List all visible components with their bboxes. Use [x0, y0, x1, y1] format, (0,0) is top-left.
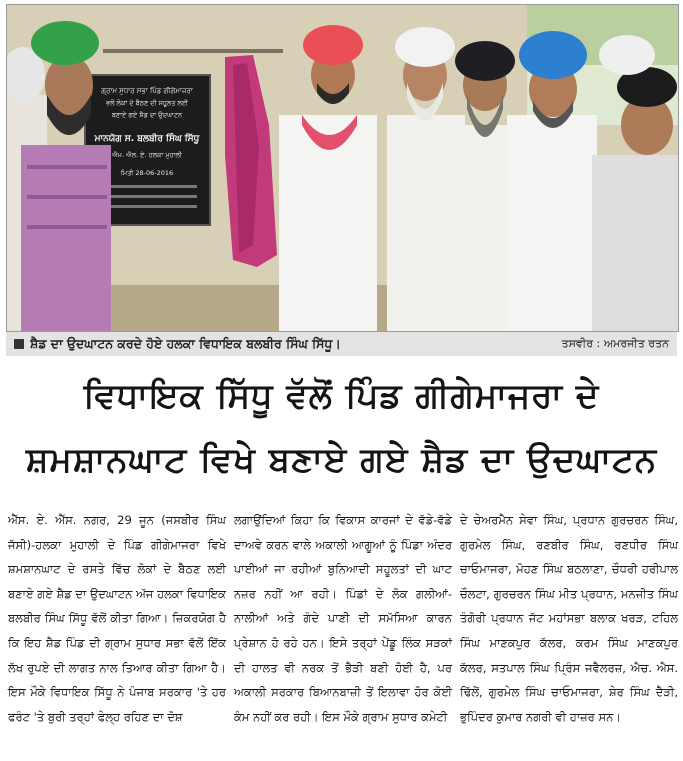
- article-text: ਲਗਾਉਂਦਿਆਂ ਕਿਹਾ ਕਿ ਵਿਕਾਸ ਕਾਰਜਾਂ ਦੇ ਵੱਡੇ-ਵੱਡੇ ਦਾਅਵੇ ਕਰਨ ਵਾਲੇ ਅਕਾਲੀ ਆਗੂਆਂ ਨੂੰ ਪਿੰਡਾ ਅੰਦਰ ਪਾਈਆਂ ਜਾ ਰਹੀਆਂ ਬੁਨਿਆਦੀ ਸਹੂਲਤਾਂ ਦੀ ਘਾਟ ਨਜ਼ਰ ਨਹੀਂ ਆ ਰਹੀ। ਪਿੰਡਾਂ ਦੇ ਲੋਕ ਗਲੀਆਂ-ਨਾਲੀਆਂ ਅਤੇ ਗੰਦੇ ਪਾਣੀ ਦੀ ਸਮੱਸਿਆ ਕਾਰਨ ਪ੍ਰੇਸ਼ਾਨ ਹੋ ਰਹੇ ਹਨ। ਇਸੇ ਤਰ੍ਹਾਂ ਪੇਂਡੂ ਲਿੰਕ ਸੜਕਾਂ ਦੀ ਹਾਲਤ ਵੀ ਨਰਕ ਤੋਂ ਭੈੜੀ ਬਣੀ ਹੋਈ ਹੈ, ਪਰ ਅਕਾਲੀ ਸਰਕਾਰ ਬਿਆਨਬਾਜ਼ੀ ਤੋਂ ਇਲਾਵਾ ਹੋਰ ਕੋਈ ਕੰਮ ਨਹੀਂ ਕਰ ਰਹੀ। ਇਸ ਮੌਕੇ ਗ੍ਰਾਮ ਸੁਧਾਰ ਕਮੇਟੀ: [234, 513, 452, 724]
- photo-caption-bar: [6, 332, 677, 356]
- headline-line-1: ਵਿਧਾਇਕ ਸਿੱਧੂ ਵੱਲੋਂ ਪਿੰਡ ਗੀਗੇਮਾਜਰਾ ਦੇ: [83, 376, 600, 416]
- article-column-2: [234, 508, 452, 729]
- headline-line-2: ਸ਼ਮਸ਼ਾਨਘਾਟ ਵਿਖੇ ਬਣਾਏ ਗਏ ਸ਼ੈਡ ਦਾ ਉਦਘਾਟਨ: [25, 440, 658, 480]
- photo-credit: ਤਸਵੀਰ : ਅਮਰਜੀਤ ਰਤਨ: [561, 337, 669, 350]
- plaque-line: ਬਣਾਏ ਗਏ ਸ਼ੈਡ ਦਾ ਉਦਘਾਟਨ: [111, 111, 183, 119]
- photo-caption: ਸ਼ੈਡ ਦਾ ਉਦਘਾਟਨ ਕਰਦੇ ਹੋਏ ਹਲਕਾ ਵਿਧਾਇਕ ਬਲਬੀਰ ਸਿੰਘ ਸਿੱਧੂ।: [30, 336, 341, 351]
- article-column-3: [460, 508, 678, 729]
- plaque-line: ਵਲੋਂ ਲੋਕਾਂ ਦੇ ਬੈਠਣ ਦੀ ਸਹੂਲਤ ਲਈ: [106, 99, 188, 107]
- article-text: ਦੇ ਚੇਅਰਮੈਨ ਸੇਵਾ ਸਿੰਘ, ਪ੍ਰਧਾਨ ਗੁਰਚਰਨ ਸਿੰਘ, ਗੁਰਮੇਲ ਸਿੰਘ, ਰਣਬੀਰ ਸਿੰਘ, ਰਣਧੀਰ ਸਿੰਘ ਚਾਓਮਾਜਰਾ, ਮੋਹਣ ਸਿੰਘ ਬਠਲਾਣਾ, ਚੌਧਰੀ ਹਰੀਪਾਲ ਚੌਲਟਾ, ਗੁਰਚਰਨ ਸਿੰਘ ਮੀਤ ਪ੍ਰਧਾਨ, ਮਨਜੀਤ ਸਿੰਘ ਤੰਗੋਰੀ ਪ੍ਰਧਾਨ ਜੱਟ ਮਹਾਂਸਭਾ ਬਲਾਕ ਖਰੜ, ਟਹਿਲ ਸਿੰਘ ਮਾਣਕਪੁਰ ਕੱਲਰ, ਕਰਮ ਸਿੰਘ ਮਾਣਕਪੁਰ ਕੱਲਰ, ਸਤਪਾਲ ਸਿੰਘ ਪ੍ਰਿੰਸ ਜਵੈਲਰਜ਼, ਐਚ. ਐਸ. ਢਿੱਲੋਂ, ਗੁਰਮੇਲ ਸਿੰਘ ਚਾਓਮਾਜਰਾ, ਸ਼ੇਰ ਸਿੰਘ ਦੈੜੀ, ਭੁਪਿੰਦਰ ਕੁਮਾਰ ਨਗਰੀ ਵੀ ਹਾਜ਼ਰ ਸਨ।: [460, 513, 678, 724]
- article-text: ਐੱਸ. ਏ. ਐੱਸ. ਨਗਰ, 29 ਜੂਨ (ਜਸਬੀਰ ਸਿੰਘ ਜੱਸੀ)-ਹਲਕਾ ਮੁਹਾਲੀ ਦੇ ਪਿੰਡ ਗੀਗੇਮਾਜਰਾ ਵਿਖੇ ਸ਼ਮਸ਼ਾਨਘਾਟ ਦੇ ਰਸਤੇ ਵਿੱਚ ਲੋਕਾਂ ਦੇ ਬੈਠਣ ਲਈ ਬਣਾਏ ਗਏ ਸ਼ੈਡ ਦਾ ਉਦਘਾਟਨ ਅੱਜ ਹਲਕਾ ਵਿਧਾਇਕ ਬਲਬੀਰ ਸਿੰਘ ਸਿੱਧੂ ਵੱਲੋਂ ਕੀਤਾ ਗਿਆ। ਜ਼ਿਕਰਯੋਗ ਹੈ ਕਿ ਇਹ ਸ਼ੈਡ ਪਿੰਡ ਦੀ ਗ੍ਰਾਮ ਸੁਧਾਰ ਸਭਾ ਵੱਲੋਂ ਇੱਕ ਲੱਖ ਰੁਪਏ ਦੀ ਲਾਗਤ ਨਾਲ ਤਿਆਰ ਕੀਤਾ ਗਿਆ ਹੈ। ਇਸ ਮੌਕੇ ਵਿਧਾਇਕ ਸਿੱਧੂ ਨੇ ਪੰਜਾਬ ਸਰਕਾਰ 'ਤੇ ਹਰ ਫਰੰਟ 'ਤੇ ਬੁਰੀ ਤਰ੍ਹਾਂ ਫੇਲ੍ਹ ਰਹਿਣ ਦਾ ਦੋਸ਼: [8, 513, 226, 724]
- news-photo: [6, 4, 679, 332]
- plaque-line: ਗ੍ਰਾਮ ਸੁਧਾਰ ਸਭਾ ਪਿੰਡ ਗੀਗੇਮਾਜਰਾ: [101, 87, 193, 95]
- article-column-1: [8, 508, 226, 729]
- plaque-line: ਐਮ. ਐਲ. ਏ. ਹਲਕਾ ਮੁਹਾਲੀ: [112, 151, 182, 159]
- caption-square-icon: [14, 339, 24, 349]
- plaque-line: ਮਿਤੀ 28-06-2016: [120, 169, 174, 177]
- plaque-line: ਮਾਨਯੋਗ ਸ. ਬਲਬੀਰ ਸਿੰਘ ਸਿੱਧੂ: [94, 134, 200, 144]
